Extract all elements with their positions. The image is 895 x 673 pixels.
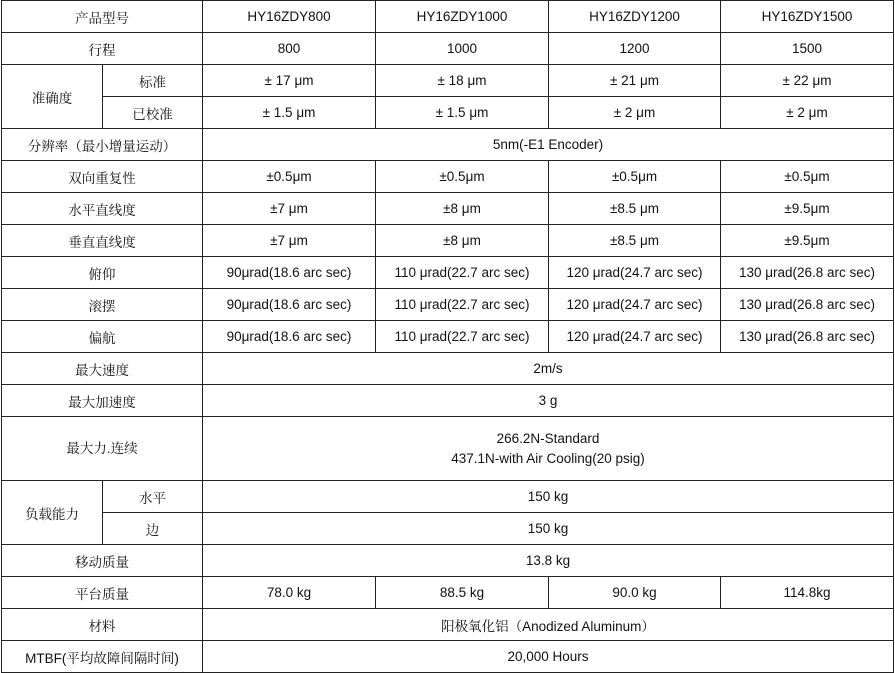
- row-accuracy-standard: [2, 65, 894, 97]
- resolution-label: 分辨率（最小增量运动）: [2, 129, 203, 161]
- stage-mass-value: 114.8kg: [721, 577, 894, 609]
- bidirectional-repeatability-value: ±0.5μm: [203, 161, 376, 193]
- roll-value: 120 μrad(24.7 arc sec): [549, 289, 721, 321]
- row-accuracy-calibrated: [2, 97, 894, 129]
- moving-mass-label: 移动质量: [2, 545, 203, 577]
- roll-value: 90μrad(18.6 arc sec): [203, 289, 376, 321]
- yaw-value: 110 μrad(22.7 arc sec): [376, 321, 549, 353]
- load-side-value: 150 kg: [203, 513, 894, 545]
- vertical-straightness-value: ±8 μm: [376, 225, 549, 257]
- model-label: 产品型号: [2, 1, 203, 33]
- material-value: 阳极氧化铝（Anodized Aluminum）: [203, 609, 894, 641]
- mtbf-value: 20,000 Hours: [203, 641, 894, 673]
- max-force-label: 最大力.连续: [2, 417, 203, 481]
- pitch-label: 俯仰: [2, 257, 203, 289]
- row-vertical-straightness: [2, 225, 894, 257]
- accuracy-calibrated-value: ± 1.5 μm: [376, 97, 549, 129]
- roll-value: 130 μrad(26.8 arc sec): [721, 289, 894, 321]
- vertical-straightness-label: 垂直直线度: [2, 225, 203, 257]
- yaw-label: 偏航: [2, 321, 203, 353]
- moving-mass-value: 13.8 kg: [203, 545, 894, 577]
- row-load-side: [2, 513, 894, 545]
- max-force-standard: 266.2N-Standard: [496, 430, 600, 446]
- bidirectional-repeatability-value: ±0.5μm: [549, 161, 721, 193]
- row-bidirectional-repeatability: [2, 161, 894, 193]
- travel-value: 1200: [549, 33, 721, 65]
- load-horizontal-value: 150 kg: [203, 481, 894, 513]
- row-stage-mass: [2, 577, 894, 609]
- load-horizontal-label: 水平: [103, 481, 203, 513]
- yaw-value: 130 μrad(26.8 arc sec): [721, 321, 894, 353]
- model-name: HY16ZDY1000: [376, 1, 549, 33]
- yaw-value: 120 μrad(24.7 arc sec): [549, 321, 721, 353]
- accuracy-calibrated-value: ± 2 μm: [721, 97, 894, 129]
- material-label: 材料: [2, 609, 203, 641]
- horizontal-straightness-label: 水平直线度: [2, 193, 203, 225]
- row-max-acceleration: [2, 385, 894, 417]
- load-side-label: 边: [103, 513, 203, 545]
- stage-mass-value: 78.0 kg: [203, 577, 376, 609]
- stage-mass-value: 88.5 kg: [376, 577, 549, 609]
- stage-mass-value: 90.0 kg: [549, 577, 721, 609]
- horizontal-straightness-value: ±7 μm: [203, 193, 376, 225]
- row-travel: [2, 33, 894, 65]
- row-moving-mass: [2, 545, 894, 577]
- roll-value: 110 μrad(22.7 arc sec): [376, 289, 549, 321]
- vertical-straightness-value: ±7 μm: [203, 225, 376, 257]
- travel-value: 800: [203, 33, 376, 65]
- accuracy-standard-label: 标准: [103, 65, 203, 97]
- max-speed-value: 2m/s: [203, 353, 894, 385]
- max-speed-label: 最大速度: [2, 353, 203, 385]
- travel-label: 行程: [2, 33, 203, 65]
- accuracy-label: 准确度: [2, 65, 103, 129]
- roll-label: 滚摆: [2, 289, 203, 321]
- horizontal-straightness-value: ±9.5μm: [721, 193, 894, 225]
- yaw-value: 90μrad(18.6 arc sec): [203, 321, 376, 353]
- row-yaw: [2, 321, 894, 353]
- accuracy-standard-value: ± 22 μm: [721, 65, 894, 97]
- pitch-value: 90μrad(18.6 arc sec): [203, 257, 376, 289]
- stage-mass-label: 平台质量: [2, 577, 203, 609]
- row-max-force: [2, 417, 894, 481]
- row-material: [2, 609, 894, 641]
- bidirectional-repeatability-value: ±0.5μm: [721, 161, 894, 193]
- row-pitch: [2, 257, 894, 289]
- row-mtbf: [2, 641, 894, 673]
- model-name: HY16ZDY800: [203, 1, 376, 33]
- horizontal-straightness-value: ±8.5 μm: [549, 193, 721, 225]
- max-force-value: [203, 417, 894, 481]
- accuracy-calibrated-value: ± 1.5 μm: [203, 97, 376, 129]
- pitch-value: 110 μrad(22.7 arc sec): [376, 257, 549, 289]
- accuracy-standard-value: ± 17 μm: [203, 65, 376, 97]
- travel-value: 1000: [376, 33, 549, 65]
- pitch-value: 130 μrad(26.8 arc sec): [721, 257, 894, 289]
- mtbf-label: MTBF(平均故障间隔时间): [2, 641, 203, 673]
- row-resolution: [2, 129, 894, 161]
- max-acceleration-label: 最大加速度: [2, 385, 203, 417]
- load-capacity-label: 负载能力: [2, 481, 103, 545]
- accuracy-standard-value: ± 18 μm: [376, 65, 549, 97]
- row-horizontal-straightness: [2, 193, 894, 225]
- spec-table: [1, 0, 894, 673]
- max-force-air-cooling: 437.1N-with Air Cooling(20 psig): [451, 450, 645, 466]
- horizontal-straightness-value: ±8 μm: [376, 193, 549, 225]
- model-name: HY16ZDY1200: [549, 1, 721, 33]
- row-load-horizontal: [2, 481, 894, 513]
- row-model: [2, 1, 894, 33]
- vertical-straightness-value: ±8.5 μm: [549, 225, 721, 257]
- max-acceleration-value: 3 g: [203, 385, 894, 417]
- pitch-value: 120 μrad(24.7 arc sec): [549, 257, 721, 289]
- model-name: HY16ZDY1500: [721, 1, 894, 33]
- accuracy-calibrated-label: 已校准: [103, 97, 203, 129]
- row-max-speed: [2, 353, 894, 385]
- resolution-value: 5nm(-E1 Encoder): [203, 129, 894, 161]
- accuracy-calibrated-value: ± 2 μm: [549, 97, 721, 129]
- bidirectional-repeatability-value: ±0.5μm: [376, 161, 549, 193]
- vertical-straightness-value: ±9.5μm: [721, 225, 894, 257]
- travel-value: 1500: [721, 33, 894, 65]
- bidirectional-repeatability-label: 双向重复性: [2, 161, 203, 193]
- accuracy-standard-value: ± 21 μm: [549, 65, 721, 97]
- row-roll: [2, 289, 894, 321]
